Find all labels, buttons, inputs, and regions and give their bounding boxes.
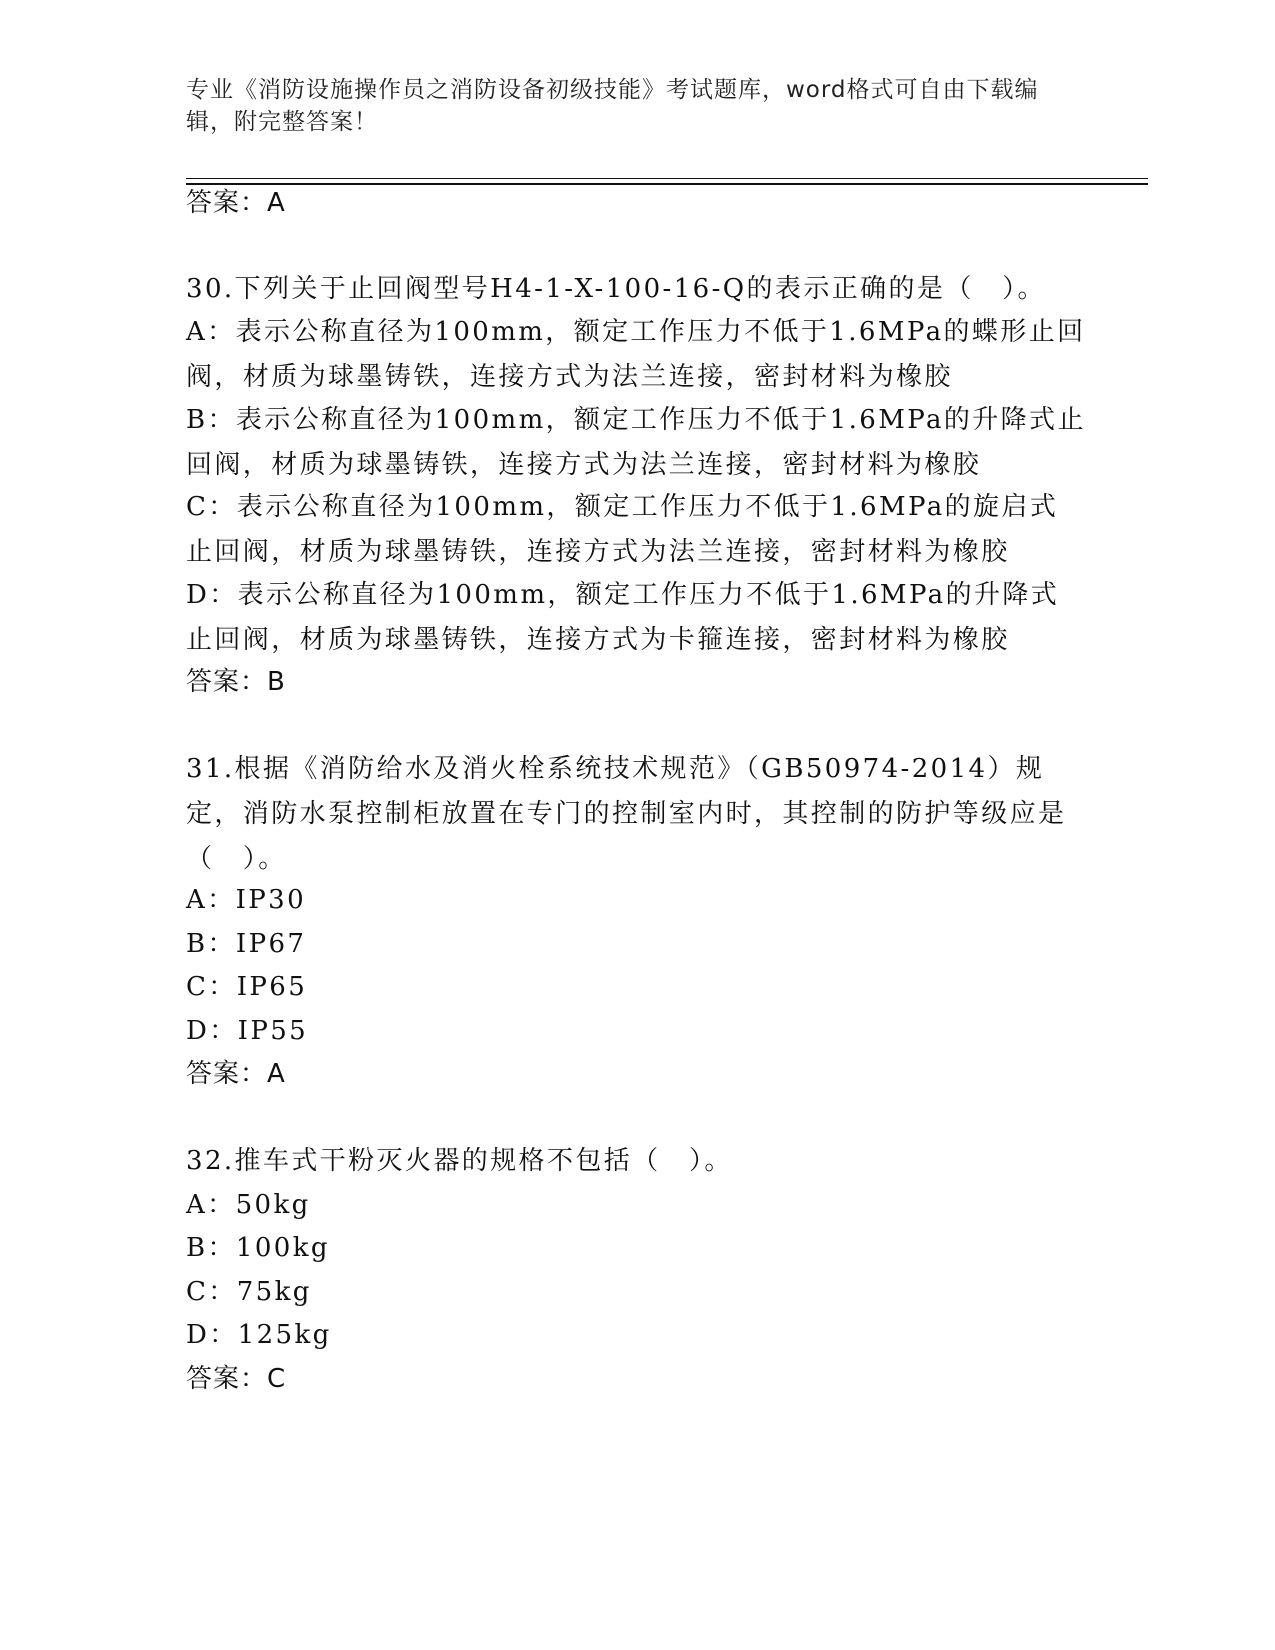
question-32-option-b: B：100kg (186, 1233, 330, 1263)
question-30-option-d: D：表示公称直径为100mm，额定工作压力不低于1.6MPa的升降式止回阀，材质为球墨铸铁，连接方式为卡箍连接，密封材料为橡胶 (186, 580, 1060, 655)
question-31-option-a: A：IP30 (186, 885, 307, 915)
question-31-answer: 答案：A (186, 1059, 286, 1089)
question-32-answer: 答案：C (186, 1364, 287, 1394)
header-divider-thin (186, 178, 1148, 179)
question-30-option-c: C：表示公称直径为100mm，额定工作压力不低于1.6MPa的旋启式止回阀，材质为球墨铸铁，连接方式为法兰连接，密封材料为橡胶 (186, 492, 1059, 567)
question-32-option-d: D：125kg (186, 1320, 332, 1350)
question-30-option-a: A：表示公称直径为100mm，额定工作压力不低于1.6MPa的蝶形止回阀，材质为球墨铸铁，连接方式为法兰连接，密封材料为橡胶 (186, 317, 1086, 392)
question-30-option-b: B：表示公称直径为100mm，额定工作压力不低于1.6MPa的升降式止回阀，材质为球墨铸铁，连接方式为法兰连接，密封材料为橡胶 (186, 405, 1086, 480)
answer-previous: 答案：A (186, 188, 286, 218)
page-header: 专业《消防设施操作员之消防设备初级技能》考试题库，word格式可自由下载编辑，附完整答案！ (186, 77, 1039, 135)
question-30-answer: 答案：B (186, 667, 286, 697)
question-32-stem: 32.推车式干粉灭火器的规格不包括（ ）。 (186, 1146, 733, 1176)
question-30-stem: 30.下列关于止回阀型号H4-1-X-100-16-Q的表示正确的是（ ）。 (186, 274, 1046, 304)
question-31-option-d: D：IP55 (186, 1016, 309, 1046)
question-32-option-a: A：50kg (186, 1190, 311, 1220)
question-31-stem: 31.根据《消防给水及消火栓系统技术规范》（GB50974-2014）规定，消防水泵控制柜放置在专门的控制室内时，其控制的防护等级应是（ ）。 (186, 754, 1067, 874)
question-32-option-c: C：75kg (186, 1277, 312, 1307)
question-31-option-b: B：IP67 (186, 929, 307, 959)
question-31-option-c: C：IP65 (186, 972, 308, 1002)
